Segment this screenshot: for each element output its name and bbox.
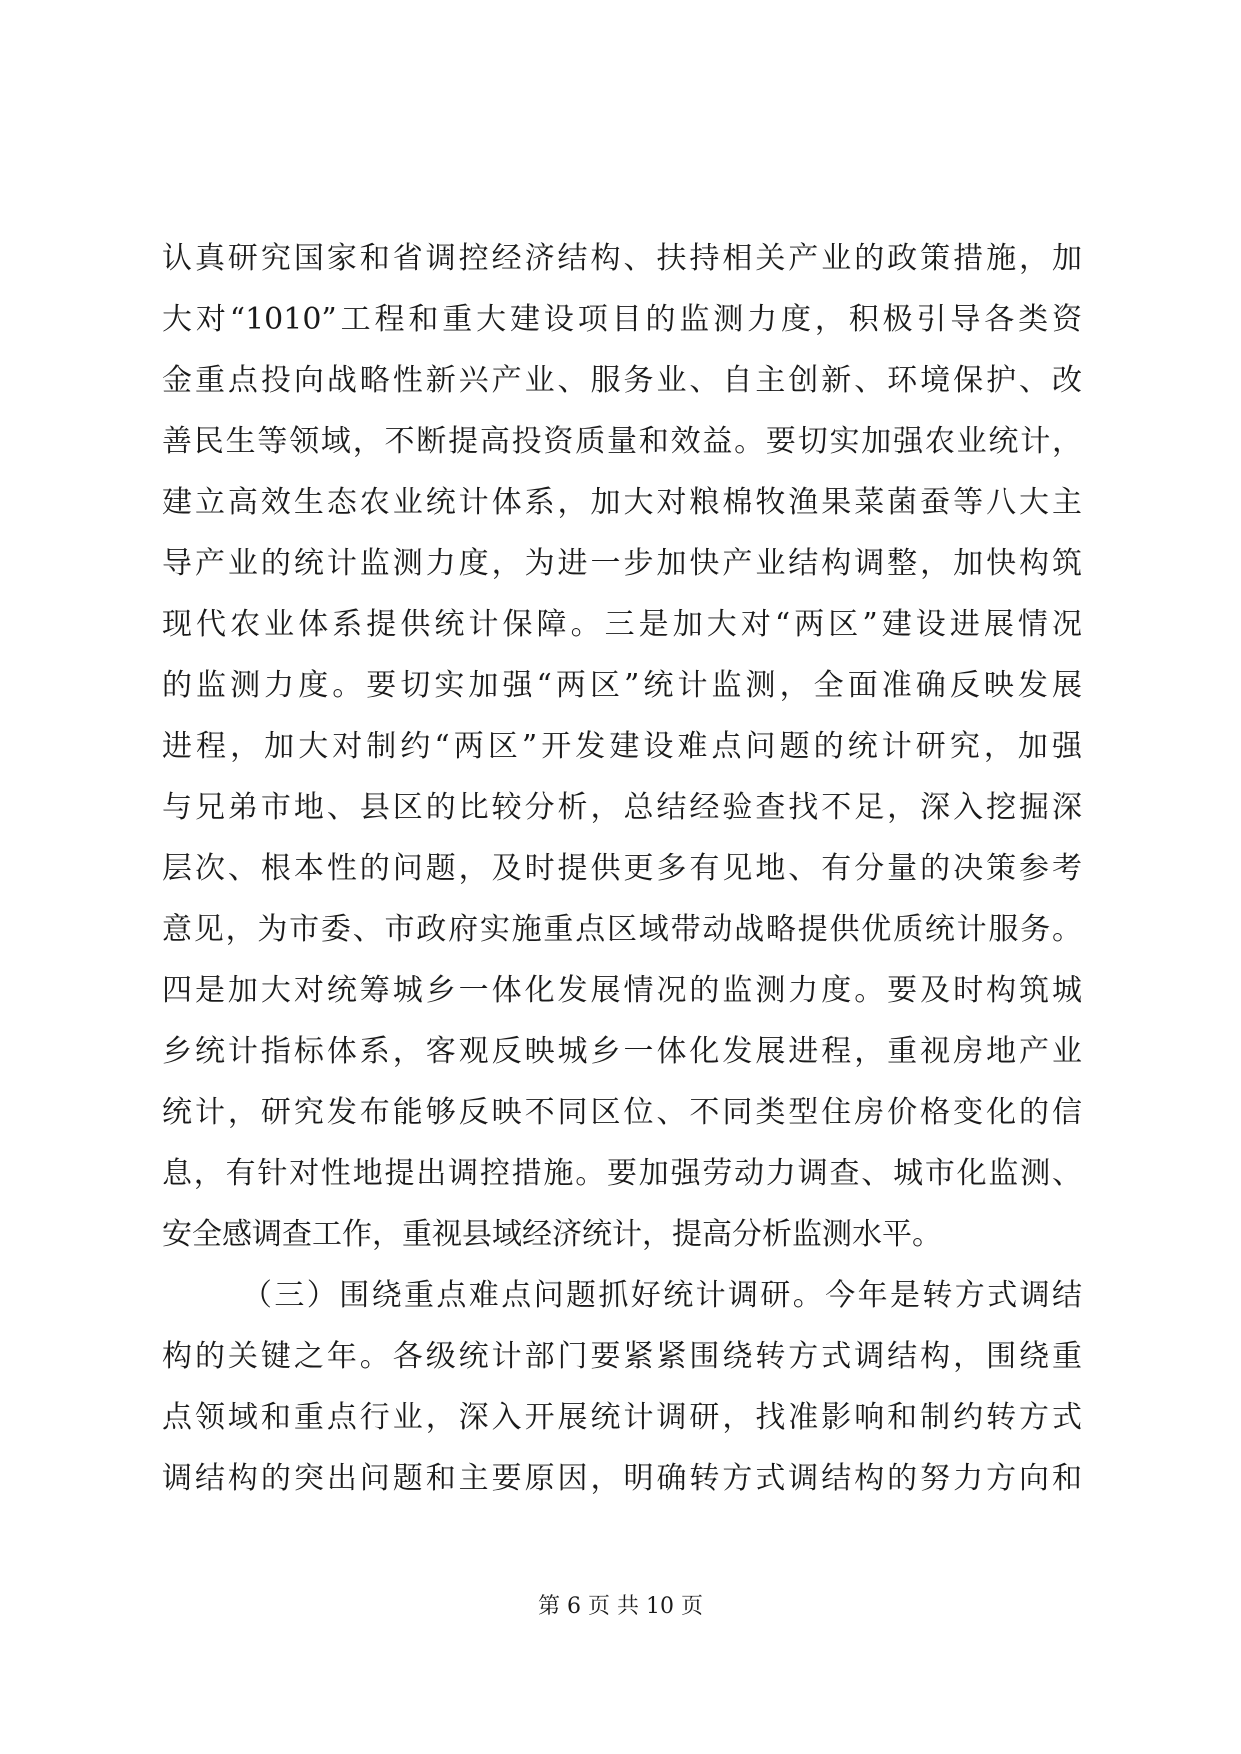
text-line: 认真研究国家和省调控经济结构、扶持相关产业的政策措施，加: [162, 241, 1082, 276]
text-line: 导产业的统计监测力度，为进一步加快产业结构调整，加快构筑: [162, 546, 1082, 581]
section-heading-line: （三）围绕重点难点问题抓好统计调研。今年是转方式调结: [242, 1278, 1082, 1313]
text-line: 善民生等领域，不断提高投资质量和效益。要切实加强农业统计，: [162, 424, 1082, 459]
text-line: 现代农业体系提供统计保障。三是加大对“两区”建设进展情况: [162, 607, 1082, 642]
page-number-footer: 第 6 页 共 10 页: [538, 1594, 703, 1619]
text-line: 乡统计指标体系，客观反映城乡一体化发展进程，重视房地产业: [162, 1034, 1082, 1069]
text-line: 进程，加大对制约“两区”开发建设难点问题的统计研究，加强: [162, 729, 1082, 764]
text-line: 与兄弟市地、县区的比较分析，总结经验查找不足，深入挖掘深: [162, 790, 1082, 825]
text-line: 层次、根本性的问题，及时提供更多有见地、有分量的决策参考: [162, 851, 1082, 886]
text-line: 建立高效生态农业统计体系，加大对粮棉牧渔果菜菌蚕等八大主: [162, 485, 1082, 520]
text-line: 大对“1010”工程和重大建设项目的监测力度，积极引导各类资: [162, 302, 1082, 337]
text-line: 金重点投向战略性新兴产业、服务业、自主创新、环境保护、改: [162, 363, 1082, 398]
text-line: 息，有针对性地提出调控措施。要加强劳动力调查、城市化监测、: [162, 1156, 1082, 1191]
text-line: 构的关键之年。各级统计部门要紧紧围绕转方式调结构，围绕重: [162, 1339, 1082, 1374]
text-line: 点领域和重点行业，深入开展统计调研，找准影响和制约转方式: [162, 1400, 1082, 1435]
text-line: 意见，为市委、市政府实施重点区域带动战略提供优质统计服务。: [162, 912, 1082, 947]
text-line: 的监测力度。要切实加强“两区”统计监测，全面准确反映发展: [162, 668, 1082, 703]
body-text: [162, 228, 1082, 1509]
text-line: 调结构的突出问题和主要原因，明确转方式调结构的努力方向和: [162, 1461, 1082, 1496]
text-line: 统计，研究发布能够反映不同区位、不同类型住房价格变化的信: [162, 1095, 1082, 1130]
paragraph-end-line: 安全感调查工作，重视县域经济统计，提高分析监测水平。: [162, 1217, 942, 1252]
text-line: 四是加大对统筹城乡一体化发展情况的监测力度。要及时构筑城: [162, 973, 1082, 1008]
